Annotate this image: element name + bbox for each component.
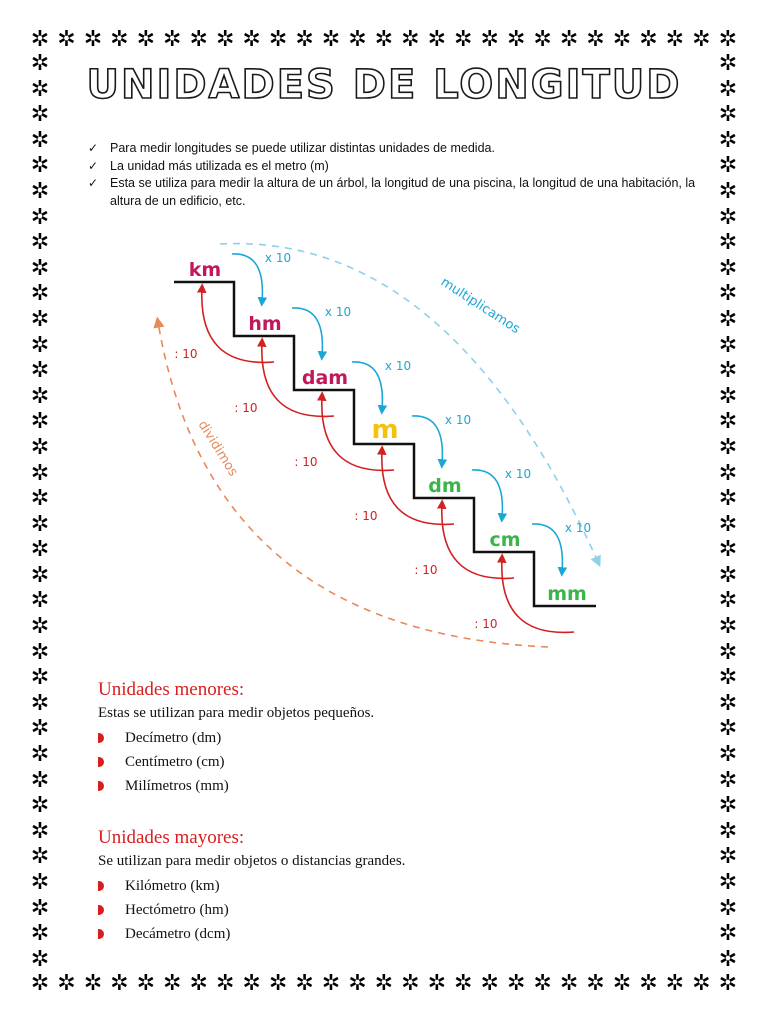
page-title <box>0 58 768 114</box>
multiply-arrow <box>232 254 262 302</box>
border-star-icon: ✲ <box>718 409 738 435</box>
border-star-icon: ✲ <box>692 27 711 52</box>
border-star-icon: ✲ <box>639 971 658 996</box>
multiply-label: x 10 <box>324 305 352 319</box>
intro-text: Esta se utiliza para medir la altura de un árbol, la longitud de una piscina, la longitud de una habitación, la altura de un edificio, etc. <box>110 176 696 208</box>
border-star-icon: ✲ <box>30 409 50 435</box>
border-star-icon: ✲ <box>30 767 50 793</box>
divide-dashed-arrow <box>158 322 548 647</box>
multiply-label: x 10 <box>564 521 592 535</box>
border-left <box>28 52 52 972</box>
border-star-icon: ✲ <box>30 690 50 716</box>
border-star-icon: ✲ <box>718 818 738 844</box>
border-star-icon: ✲ <box>83 971 103 996</box>
border-star-icon: ✲ <box>30 742 50 768</box>
border-right <box>716 52 740 972</box>
menores-list <box>98 726 374 798</box>
border-star-icon: ✲ <box>30 895 50 921</box>
bullet-icon <box>98 929 104 939</box>
border-star-icon: ✲ <box>30 153 50 179</box>
border-star-icon: ✲ <box>718 665 738 691</box>
intro-item <box>88 175 708 210</box>
border-star-icon: ✲ <box>136 971 156 996</box>
border-star-icon: ✲ <box>718 383 738 409</box>
border-star-icon: ✲ <box>30 255 50 281</box>
border-star-icon: ✲ <box>718 870 738 895</box>
multiply-label: x 10 <box>384 359 412 373</box>
mayores-list <box>98 874 405 946</box>
item-text: Decímetro (dm) <box>125 730 222 746</box>
border-star-icon: ✲ <box>559 971 579 996</box>
divide-label: : 10 <box>234 401 258 415</box>
border-star-icon: ✲ <box>454 971 473 996</box>
border-star-icon: ✲ <box>718 230 738 256</box>
border-star-icon: ✲ <box>427 27 447 52</box>
border-star-icon: ✲ <box>718 153 738 179</box>
intro-text: La unidad más utilizada es el metro (m) <box>110 158 329 173</box>
border-star-icon: ✲ <box>454 27 473 52</box>
border-star-icon: ✲ <box>718 946 738 972</box>
border-star-icon: ✲ <box>718 460 738 486</box>
border-star-icon: ✲ <box>30 562 50 588</box>
bullet-icon <box>98 905 104 915</box>
border-star-icon: ✲ <box>30 27 50 52</box>
item-text: Decámetro (dcm) <box>125 926 231 942</box>
border-star-icon: ✲ <box>718 511 738 537</box>
multiply-arrow <box>532 524 562 572</box>
border-star-icon: ✲ <box>30 51 50 76</box>
unit-label-mm: mm <box>547 583 587 605</box>
border-star-icon: ✲ <box>612 971 632 996</box>
border-star-icon: ✲ <box>718 51 738 76</box>
border-star-icon: ✲ <box>718 844 738 870</box>
border-star-icon: ✲ <box>718 486 738 512</box>
unit-label-km: km <box>188 259 222 281</box>
unit-label-dam: dam <box>301 367 349 389</box>
border-star-icon: ✲ <box>348 971 367 996</box>
divide-label: : 10 <box>294 455 318 469</box>
border-star-icon: ✲ <box>110 971 129 996</box>
border-star-icon: ✲ <box>718 178 738 204</box>
border-star-icon: ✲ <box>718 588 738 614</box>
border-star-icon: ✲ <box>30 588 50 614</box>
border-star-icon: ✲ <box>718 306 738 332</box>
border-star-icon: ✲ <box>718 562 738 588</box>
border-star-icon: ✲ <box>427 971 447 996</box>
list-item <box>98 726 374 750</box>
border-star-icon: ✲ <box>57 27 76 52</box>
bullet-icon <box>98 733 104 743</box>
border-star-icon: ✲ <box>30 486 50 512</box>
border-star-icon: ✲ <box>718 639 738 665</box>
border-star-icon: ✲ <box>30 716 50 742</box>
intro-text: Para medir longitudes se puede utilizar distintas unidades de medida. <box>110 141 495 155</box>
border-star-icon: ✲ <box>692 971 711 996</box>
section-mayores <box>98 826 405 946</box>
border-star-icon: ✲ <box>30 665 50 691</box>
divide-label: : 10 <box>414 563 438 577</box>
border-star-icon: ✲ <box>136 27 156 52</box>
dividimos-label: dividimos <box>194 418 241 480</box>
border-star-icon: ✲ <box>639 27 658 52</box>
checkmark-icon: ✓ <box>88 158 99 173</box>
border-star-icon: ✲ <box>612 27 632 52</box>
border-star-icon: ✲ <box>718 76 738 102</box>
border-star-icon: ✲ <box>295 27 314 52</box>
border-star-icon: ✲ <box>374 27 394 52</box>
multiply-label: x 10 <box>264 251 292 265</box>
border-star-icon: ✲ <box>30 230 50 256</box>
border-star-icon: ✲ <box>480 27 499 52</box>
border-star-icon: ✲ <box>480 971 499 996</box>
list-item <box>98 774 374 798</box>
border-star-icon: ✲ <box>163 971 182 996</box>
border-star-icon: ✲ <box>268 971 288 996</box>
bullet-icon <box>98 757 104 767</box>
border-star-icon: ✲ <box>30 76 50 102</box>
list-item <box>98 898 405 922</box>
multiply-label: x 10 <box>444 413 472 427</box>
list-item <box>98 874 405 898</box>
border-star-icon: ✲ <box>718 742 738 768</box>
intro-item <box>88 158 708 176</box>
divide-label: : 10 <box>354 509 378 523</box>
border-star-icon: ✲ <box>30 818 50 844</box>
section-menores <box>98 678 374 798</box>
multiply-arrow <box>352 362 382 410</box>
border-star-icon: ✲ <box>30 358 50 384</box>
border-star-icon: ✲ <box>30 178 50 204</box>
border-star-icon: ✲ <box>321 27 341 52</box>
border-star-icon: ✲ <box>268 27 288 52</box>
border-star-icon: ✲ <box>295 971 314 996</box>
multiply-arrow <box>412 416 442 464</box>
mayores-heading: Unidades mayores: <box>98 827 245 848</box>
multiply-arrow <box>472 470 502 518</box>
bullet-icon <box>98 781 104 791</box>
border-star-icon: ✲ <box>718 971 737 996</box>
border-star-icon: ✲ <box>163 27 182 52</box>
border-star-icon: ✲ <box>215 27 235 52</box>
border-star-icon: ✲ <box>321 971 341 996</box>
border-star-icon: ✲ <box>401 27 420 52</box>
border-star-icon: ✲ <box>718 281 738 307</box>
menores-heading: Unidades menores: <box>98 679 245 700</box>
item-text: Kilómetro (km) <box>125 878 220 894</box>
border-star-icon: ✲ <box>718 102 738 128</box>
border-star-icon: ✲ <box>718 537 738 563</box>
border-star-icon: ✲ <box>30 102 50 128</box>
border-star-icon: ✲ <box>718 895 738 921</box>
menores-description: Estas se utilizan para medir objetos pequeños. <box>98 705 375 721</box>
border-star-icon: ✲ <box>718 332 738 358</box>
border-star-icon: ✲ <box>30 793 50 819</box>
mayores-description: Se utilizan para medir objetos o distancias grandes. <box>98 853 406 869</box>
border-top <box>28 28 740 52</box>
border-star-icon: ✲ <box>30 281 50 307</box>
unit-label-cm: cm <box>489 529 521 551</box>
border-star-icon: ✲ <box>586 27 605 52</box>
border-star-icon: ✲ <box>718 793 738 819</box>
divide-label: : 10 <box>174 347 198 361</box>
multiply-label: x 10 <box>504 467 532 481</box>
border-star-icon: ✲ <box>665 27 685 52</box>
border-star-icon: ✲ <box>506 27 526 52</box>
border-star-icon: ✲ <box>718 716 738 742</box>
border-star-icon: ✲ <box>718 204 738 230</box>
border-star-icon: ✲ <box>30 946 50 972</box>
title-text: UNIDADES DE LONGITUD <box>86 62 682 108</box>
item-text: Centímetro (cm) <box>125 754 225 770</box>
intro-item <box>88 140 708 158</box>
list-item <box>98 922 405 946</box>
border-star-icon: ✲ <box>242 27 261 52</box>
checkmark-icon: ✓ <box>88 176 99 190</box>
border-star-icon: ✲ <box>30 921 50 947</box>
border-star-icon: ✲ <box>30 614 50 640</box>
unit-label-hm: hm <box>248 313 282 335</box>
border-star-icon: ✲ <box>348 27 367 52</box>
border-star-icon: ✲ <box>57 971 76 996</box>
border-star-icon: ✲ <box>110 27 129 52</box>
border-star-icon: ✲ <box>586 971 605 996</box>
border-star-icon: ✲ <box>30 844 50 870</box>
border-star-icon: ✲ <box>718 358 738 384</box>
border-star-icon: ✲ <box>718 690 738 716</box>
border-star-icon: ✲ <box>718 27 737 52</box>
border-star-icon: ✲ <box>189 27 208 52</box>
border-star-icon: ✲ <box>559 27 579 52</box>
border-star-icon: ✲ <box>30 383 50 409</box>
multiplicamos-label: multiplicamos <box>437 274 523 338</box>
border-star-icon: ✲ <box>30 306 50 332</box>
border-star-icon: ✲ <box>30 537 50 563</box>
border-bottom <box>28 972 740 996</box>
border-star-icon: ✲ <box>718 614 738 640</box>
border-star-icon: ✲ <box>533 971 552 996</box>
border-star-icon: ✲ <box>30 870 50 895</box>
border-star-icon: ✲ <box>665 971 685 996</box>
list-item <box>98 750 374 774</box>
border-star-icon: ✲ <box>30 460 50 486</box>
multiply-arrow <box>292 308 322 356</box>
border-star-icon: ✲ <box>718 127 738 153</box>
border-star-icon: ✲ <box>533 27 552 52</box>
border-star-icon: ✲ <box>506 971 526 996</box>
border-star-icon: ✲ <box>718 767 738 793</box>
border-star-icon: ✲ <box>30 511 50 537</box>
divide-label: : 10 <box>474 617 498 631</box>
border-star-icon: ✲ <box>189 971 208 996</box>
item-text: Milímetros (mm) <box>125 778 229 794</box>
border-star-icon: ✲ <box>401 971 420 996</box>
intro-list <box>88 140 708 210</box>
border-star-icon: ✲ <box>718 434 738 460</box>
unit-label-dm: dm <box>428 475 462 497</box>
border-star-icon: ✲ <box>30 127 50 153</box>
multiply-arrows <box>232 251 591 572</box>
border-star-icon: ✲ <box>83 27 103 52</box>
border-star-icon: ✲ <box>215 971 235 996</box>
unit-label-m: m <box>371 415 399 445</box>
border-star-icon: ✲ <box>374 971 394 996</box>
border-star-icon: ✲ <box>30 332 50 358</box>
staircase-diagram <box>150 232 620 652</box>
border-star-icon: ✲ <box>30 971 50 996</box>
border-star-icon: ✲ <box>30 639 50 665</box>
border-star-icon: ✲ <box>242 971 261 996</box>
bullet-icon <box>98 881 104 891</box>
multiply-dashed-arrow <box>220 244 598 562</box>
border-star-icon: ✲ <box>30 204 50 230</box>
item-text: Hectómetro (hm) <box>125 902 229 918</box>
checkmark-icon: ✓ <box>88 141 99 155</box>
border-star-icon: ✲ <box>718 255 738 281</box>
border-star-icon: ✲ <box>718 921 738 947</box>
border-star-icon: ✲ <box>30 434 50 460</box>
